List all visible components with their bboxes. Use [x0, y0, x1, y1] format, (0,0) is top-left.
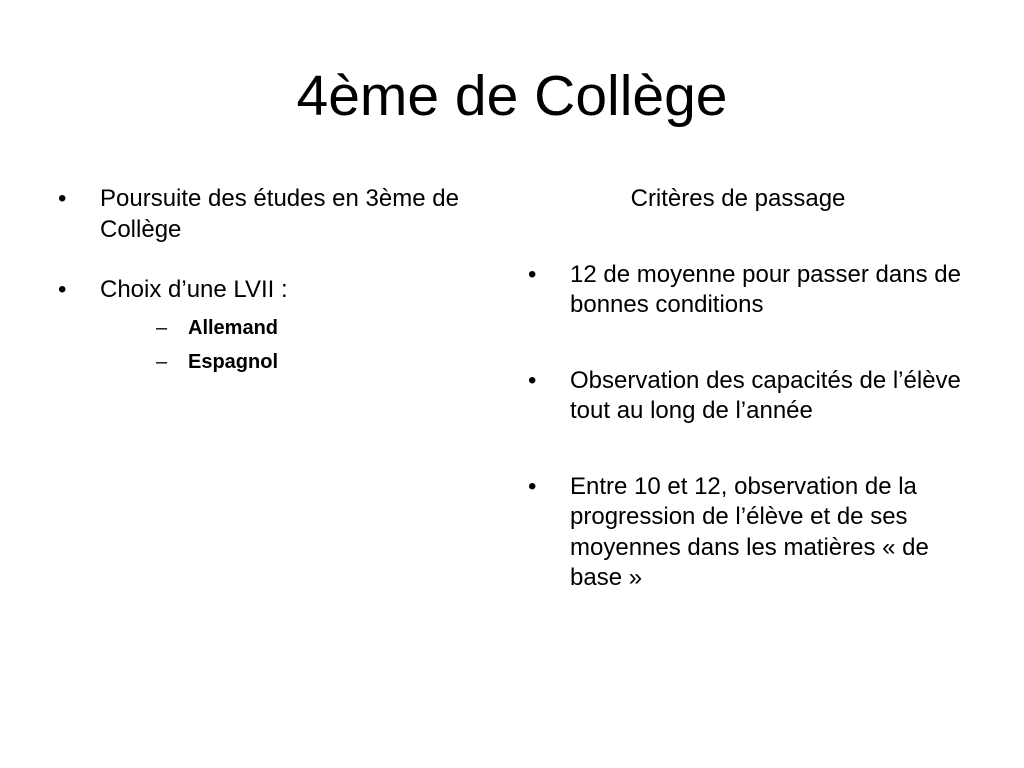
list-item — [58, 275, 498, 374]
right-bullet-list — [528, 260, 968, 594]
bullet-icon: • — [528, 472, 537, 500]
list-item-text: Observation des capacités de l’élève tout au long de l’année — [570, 366, 961, 424]
sub-list-item-text: Allemand — [188, 316, 279, 339]
language-sub-list — [100, 316, 498, 374]
bullet-icon: • — [58, 276, 67, 303]
right-column — [528, 184, 968, 639]
list-item — [528, 366, 968, 427]
dash-icon: – — [156, 316, 168, 339]
sub-list-item — [100, 350, 498, 374]
list-item — [528, 472, 968, 594]
list-item-text: 12 de moyenne pour passer dans de bonnes conditions — [570, 260, 961, 318]
sub-list-item-text: Espagnol — [188, 350, 279, 373]
list-item-text: Choix d’une LVII : — [100, 276, 288, 303]
list-item-text: Entre 10 et 12, observation de la progression de l’élève et de ses moyennes dans les matières « de base » — [570, 472, 929, 591]
left-bullet-list — [58, 184, 498, 374]
bullet-icon: • — [528, 366, 537, 394]
dash-icon: – — [156, 350, 168, 373]
list-item — [528, 260, 968, 321]
bullet-icon: • — [528, 260, 537, 288]
slide-title: 4ème de Collège — [296, 64, 728, 128]
bullet-icon: • — [58, 185, 67, 212]
left-column — [58, 184, 498, 404]
list-item-text: Poursuite des études en 3ème de Collège — [100, 185, 459, 243]
list-item — [58, 184, 498, 245]
sub-list-item — [100, 316, 498, 340]
criteria-heading: Critères de passage — [630, 185, 846, 212]
